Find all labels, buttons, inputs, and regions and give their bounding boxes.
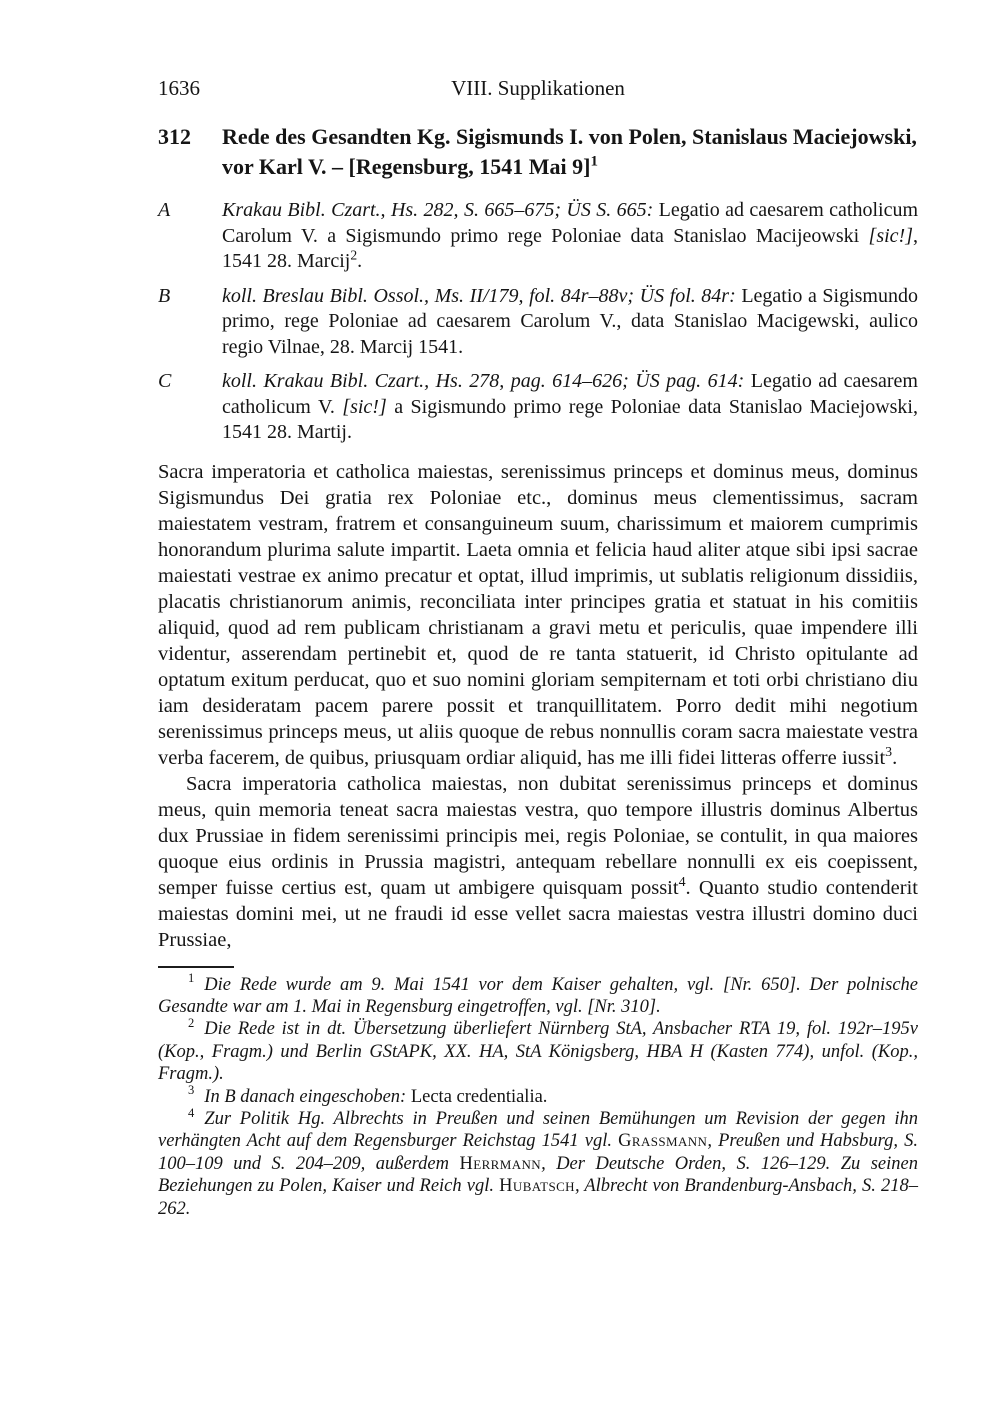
source-siglum: A (158, 199, 171, 221)
footnote-3 (158, 1083, 918, 1108)
footnote-text: Zur Politik Hg. Albrechts in Preußen und seinen Bemühungen um Revision der gegen ihn verhängten Acht auf dem Regensburger Reichstag 1541 vgl. Grassmann, Preußen und Habsburg, S. 100–109 und S. 204–209, außerdem Herrmann, Der Deutsche Orden, S. 126–129. Zu seinen Beziehungen zu Polen, Kaiser und Reich vgl. Hubatsch, Albrecht von Brandenburg-Ansbach, S. 218–262. (158, 1108, 918, 1219)
body-paragraph-2: Sacra imperatoria catholica maiestas, non dubitat serenissimus princeps et dominus meus, quin memoria teneat sacra maiestas vestra, quo tempore illustris dominus Albertus dux Prussiae in fidem serenissimi principis mei, regis Poloniae, se contulit, in qua maiores quoque eius ordinis in Prussia magistri, antequam rebellare nonnulli ex eis coepissent, semper fuisse certius est, quam ut ambigere quisquam possit$^4$. Quanto studio contenderit maiestas domini mei, ut ne fraudi id esse vellet sacra maiestas vestra illustri domino duci Prussiae, (158, 772, 918, 951)
entry-title: Rede des Gesandten Kg. Sigismunds I. von Polen, Stanislaus Maciejowski, vor Karl V. – [Regensburg, 1541 Mai 9]$^1$ (222, 124, 917, 179)
source-entry-c (158, 369, 918, 446)
body-text (158, 459, 918, 953)
footnote-number: 4 (188, 1105, 195, 1120)
source-description: Krakau Bibl. Czart., Hs. 282, S. 665–675; ÜS S. 665: Legatio ad caesarem catholicum Carolum V. a Sigismundo primo rege Poloniae data Stanislao Macijeowski [sic!], 1541 28. Marcij$^2$. (222, 199, 918, 272)
source-siglum: B (158, 284, 171, 307)
footnote-text: Die Rede wurde am 9. Mai 1541 vor dem Kaiser gehalten, vgl. [Nr. 650]. Der polnische Gesandte war am 1. Mai in Regensburg eingetroffen, vgl. [Nr. 310]. (158, 974, 918, 1017)
source-entry-a (158, 198, 918, 275)
footnote-text: Die Rede ist in dt. Übersetzung überliefert Nürnberg StA, Ansbacher RTA 19, fol. 192r–195v (Kop., Fragm.) und Berlin GStAPK, XX. HA, StA Königsberg, HBA H (Kasten 774), unfol. (Kop., Fragm.). (158, 1019, 918, 1085)
footnote-2 (158, 1018, 918, 1085)
footnote-number: 2 (188, 1016, 195, 1031)
page-header (158, 76, 918, 103)
source-siglum: C (158, 370, 172, 392)
source-entry-b (158, 284, 918, 361)
footnote-separator-rule (158, 966, 234, 968)
footnote-text: In B danach eingeschoben: Lecta credentialia. (204, 1086, 548, 1107)
source-description: koll. Krakau Bibl. Czart., Hs. 278, pag. 614–626; ÜS pag. 614: Legatio ad caesarem catholicum V. [sic!] a Sigismundo primo rege Poloniae data Stanislao Maciejowski, 1541 28. Martij. (222, 370, 918, 443)
running-head: VIII. Supplikationen (451, 76, 625, 100)
footnote-number: 1 (188, 971, 195, 986)
source-list (158, 198, 918, 446)
footnote-number: 3 (188, 1083, 195, 1098)
entry-heading (158, 122, 918, 182)
footnote-4 (158, 1105, 918, 1220)
footnote-1 (158, 971, 918, 1019)
entry-number: 312 (158, 124, 191, 149)
footnote-block (158, 966, 918, 1220)
body-paragraph-1: Sacra imperatoria et catholica maiestas, serenissimus princeps et dominus meus, dominus Sigismundus Dei gratia rex Poloniae etc., dominus meus clementissimus, sacram maiestatem vestram, fratrem et consanguineum suum, charissimum et maiorem cumprimis honorandum plurima salute impartit. Laeta omnia et felicia haud aliter atque sibi ipsi sacrae maiestati vestrae ex animo precatur et optat, illud imprimis, ut sublatis religionum dissidiis, placatis christianorum animis, reconciliata inter principes gratia et statuat in his comitiis aliquid, quod ad rem publicam christianam a gravi metu et periculis, quae impendere illi videntur, asserendam pertinebit et, quod de re tanta statuerit, id Christo opitulante ad optatum exitum perducat, quo et suo nomini gloriam sempiternam et toti orbi christiano diu iam desideratam pacem parere possit et tranquillitatem. Porro dedit mihi negotium serenissimus princeps meus, ut aliis quoque de rebus nonnullis coram sacra maiestate vestra verba facerem, de quibus, priusquam ordiar aliquid, has me illi fidei litteras offerre iussit$^3$. (158, 460, 918, 769)
source-description: koll. Breslau Bibl. Ossol., Ms. II/179, fol. 84r–88v; ÜS fol. 84r: Legatio a Sigismundo primo, rege Poloniae ad caesarem Carolum V., data Stanislao Macigewski, aulico regio Vilnae, 28. Marcij 1541. (222, 284, 918, 358)
page-number: 1636 (158, 76, 200, 100)
